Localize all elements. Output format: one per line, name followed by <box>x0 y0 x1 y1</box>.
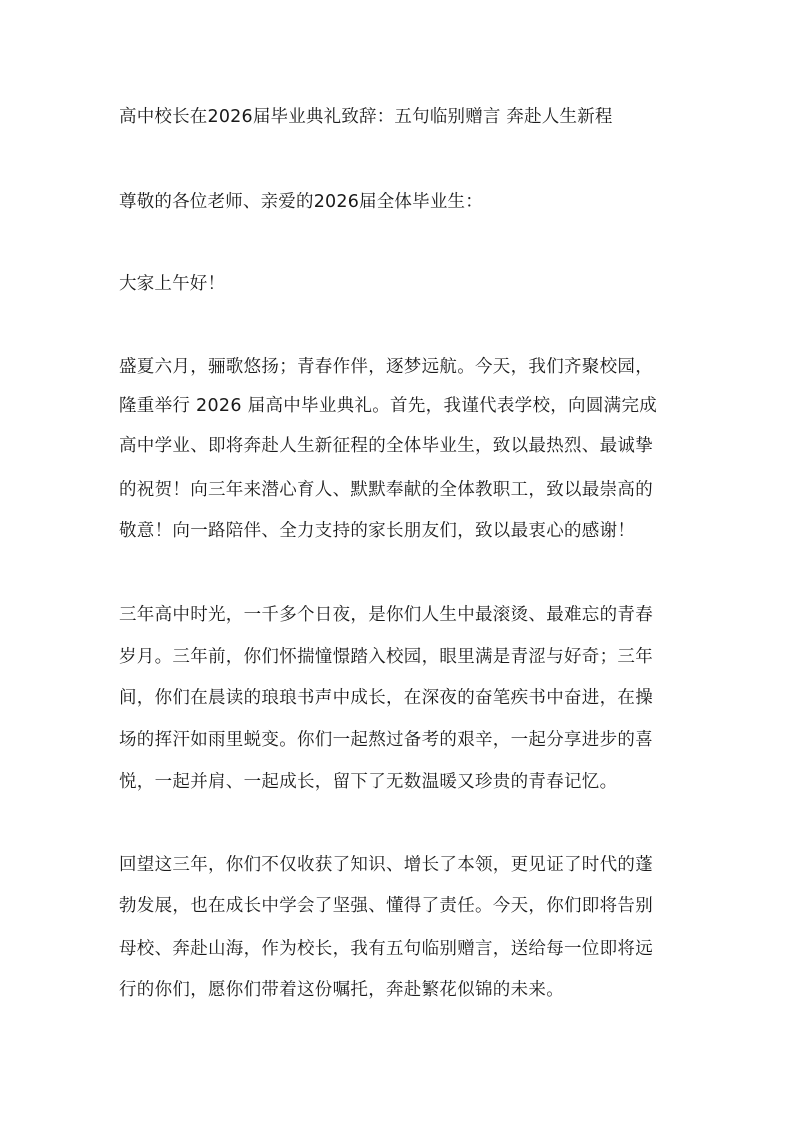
paragraph-line: 盛夏六月，骊歌悠扬；青春作伴，逐梦远航。今天，我们齐聚校园， <box>119 357 653 377</box>
paragraph-line: 岁月。三年前，你们怀揣憧憬踏入校园，眼里满是青涩与好奇；三年 <box>119 647 653 667</box>
paragraph-line: 高中学业、即将奔赴人生新征程的全体毕业生，致以最热烈、最诚挚 <box>119 436 653 456</box>
paragraph-line: 隆重举行 2026 届高中毕业典礼。首先，我谨代表学校，向圆满完成 <box>119 396 658 416</box>
paragraph-line: 悦，一起并肩、一起成长，留下了无数温暖又珍贵的青春记忆。 <box>119 772 618 792</box>
paragraph-line: 的祝贺！向三年来潜心育人、默默奉献的全体教职工，致以最崇高的 <box>119 480 653 500</box>
paragraph-line: 母校、奔赴山海，作为校长，我有五句临别赠言，送给每一位即将远 <box>119 939 653 959</box>
paragraph-line: 回望这三年，你们不仅收获了知识、增长了本领，更见证了时代的蓬 <box>119 855 653 875</box>
paragraph-line: 三年高中时光，一千多个日夜，是你们人生中最滚烫、最难忘的青春 <box>119 605 653 625</box>
paragraph-line: 勃发展，也在成长中学会了坚强、懂得了责任。今天，你们即将告别 <box>119 896 653 916</box>
document-title: 高中校长在2026届毕业典礼致辞：五句临别赠言 奔赴人生新程 <box>119 107 613 127</box>
paragraph-line: 敬意！向一路陪伴、全力支持的家长朋友们，致以最衷心的感谢！ <box>119 521 636 541</box>
greeting: 大家上午好！ <box>119 274 226 294</box>
salutation: 尊敬的各位老师、亲爱的2026届全体毕业生： <box>119 192 483 212</box>
paragraph-line: 间，你们在晨读的琅琅书声中成长，在深夜的奋笔疾书中奋进，在操 <box>119 688 653 708</box>
paragraph-line: 行的你们，愿你们带着这份嘱托，奔赴繁花似锦的未来。 <box>119 980 564 1000</box>
paragraph-line: 场的挥汗如雨里蜕变。你们一起熬过备考的艰辛，一起分享进步的喜 <box>119 730 653 750</box>
